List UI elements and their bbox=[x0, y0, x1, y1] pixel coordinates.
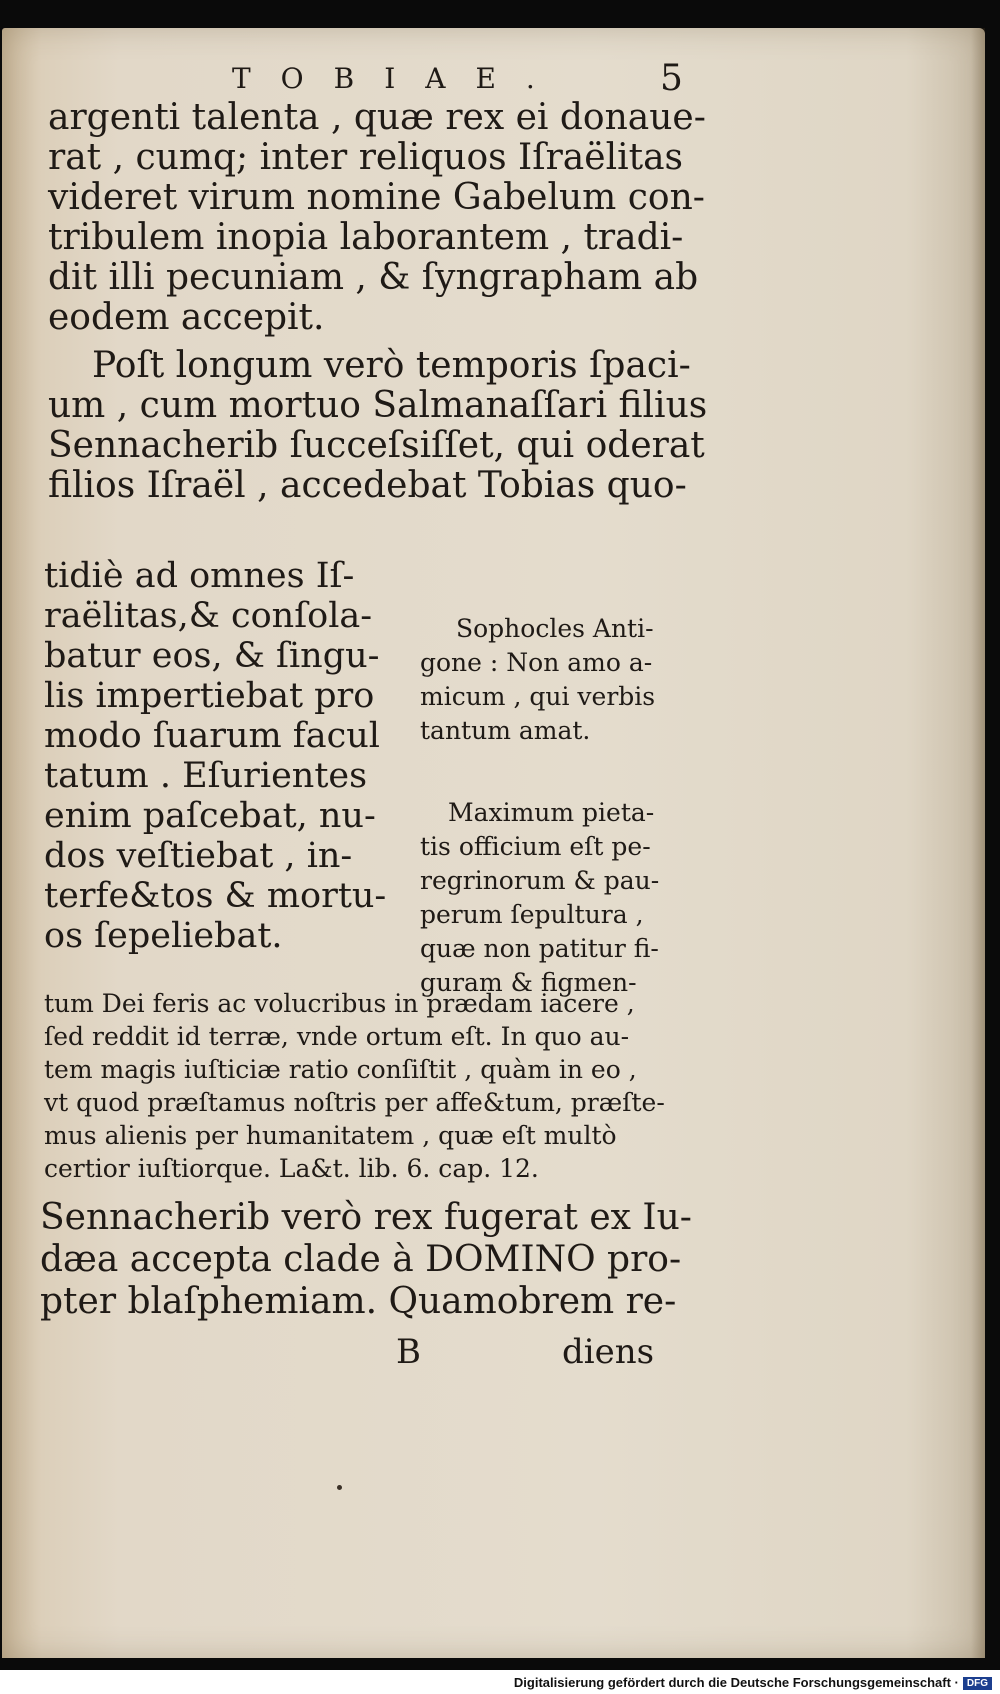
note-line: tantum amat. bbox=[420, 716, 591, 745]
text-line: dæa accepta clade à DOMINO pro- bbox=[40, 1239, 682, 1280]
note-line: Sophocles Anti- bbox=[456, 614, 654, 643]
text-line: Sennacherib verò rex fugerat ex Iu- bbox=[40, 1197, 692, 1238]
footer-text: Digitalisierung gefördert durch die Deutsche Forschungsgemeinschaft · bbox=[513, 1674, 959, 1690]
catchword: diens bbox=[562, 1332, 655, 1372]
column-line: batur eos, & ſingu- bbox=[44, 636, 380, 676]
column-line: enim paſcebat, nu- bbox=[44, 796, 376, 836]
digitization-footer bbox=[514, 1675, 992, 1690]
note-line: mus alienis per humanitatem , quæ eſt multò bbox=[44, 1121, 617, 1150]
text-line: filios Iſraël , accedebat Tobias quo- bbox=[48, 465, 687, 506]
note-line: tem magis iuſticiæ ratio conſiſtit , quàm in eo , bbox=[44, 1055, 637, 1084]
note-line: certior iuſtiorque. La&t. lib. 6. cap. 12. bbox=[44, 1154, 539, 1183]
column-line: os ſepeliebat. bbox=[44, 916, 283, 956]
text-line: dit illi pecuniam , & ſyngrapham ab bbox=[48, 257, 699, 298]
text-line: um , cum mortuo Salmanaſſari filius bbox=[48, 385, 708, 426]
note-line: perum ſepultura , bbox=[420, 900, 644, 929]
note-line: quæ non patitur fi- bbox=[420, 934, 659, 963]
note-line: guram & figmen- bbox=[420, 968, 637, 997]
column-line: lis impertiebat pro bbox=[44, 676, 375, 716]
note-line: micum , qui verbis bbox=[420, 682, 656, 711]
running-head: TOBIAE. bbox=[232, 62, 565, 95]
column-line: terfe&tos & mortu- bbox=[44, 876, 387, 916]
column-line: tidiè ad omnes Iſ- bbox=[44, 556, 355, 596]
note-line: regrinorum & pau- bbox=[420, 866, 660, 895]
column-line: raëlitas,& conſola- bbox=[44, 596, 373, 636]
note-line: Maximum pieta- bbox=[448, 798, 655, 827]
page-number: 5 bbox=[660, 58, 683, 99]
note-line: tis officium eſt pe- bbox=[420, 832, 651, 861]
column-line: modo ſuarum facul bbox=[44, 716, 380, 756]
note-line: vt quod præſtamus noſtris per affe&tum, præſte- bbox=[44, 1088, 665, 1117]
text-line: Sennacherib ſucceſsiſſet, qui oderat bbox=[48, 425, 705, 466]
text-line: videret virum nomine Gabelum con- bbox=[48, 177, 705, 218]
text-line: argenti talenta , quæ rex ei donaue- bbox=[48, 97, 706, 138]
dfg-logo-badge: DFG bbox=[963, 1677, 992, 1690]
text-line: rat , cumq; inter reliquos Iſraëlitas bbox=[48, 137, 684, 178]
note-line: tum Dei feris ac volucribus in prædam iacere , bbox=[44, 989, 635, 1018]
text-line: pter blaſphemiam. Quamobrem re- bbox=[40, 1281, 677, 1322]
column-line: dos veſtiebat , in- bbox=[44, 836, 353, 876]
signature-mark: B bbox=[396, 1332, 421, 1372]
note-line: gone : Non amo a- bbox=[420, 648, 653, 677]
text-line: tribulem inopia laborantem , tradi- bbox=[48, 217, 684, 258]
ink-speck bbox=[337, 1485, 342, 1490]
column-line: tatum . Eſurientes bbox=[44, 756, 368, 796]
note-line: ſed reddit id terræ, vnde ortum eſt. In quo au- bbox=[44, 1022, 630, 1051]
text-line: eodem accepit. bbox=[48, 297, 325, 338]
text-line: Poſt longum verò temporis ſpaci- bbox=[92, 345, 691, 386]
page-edge-shadow bbox=[971, 28, 985, 1658]
